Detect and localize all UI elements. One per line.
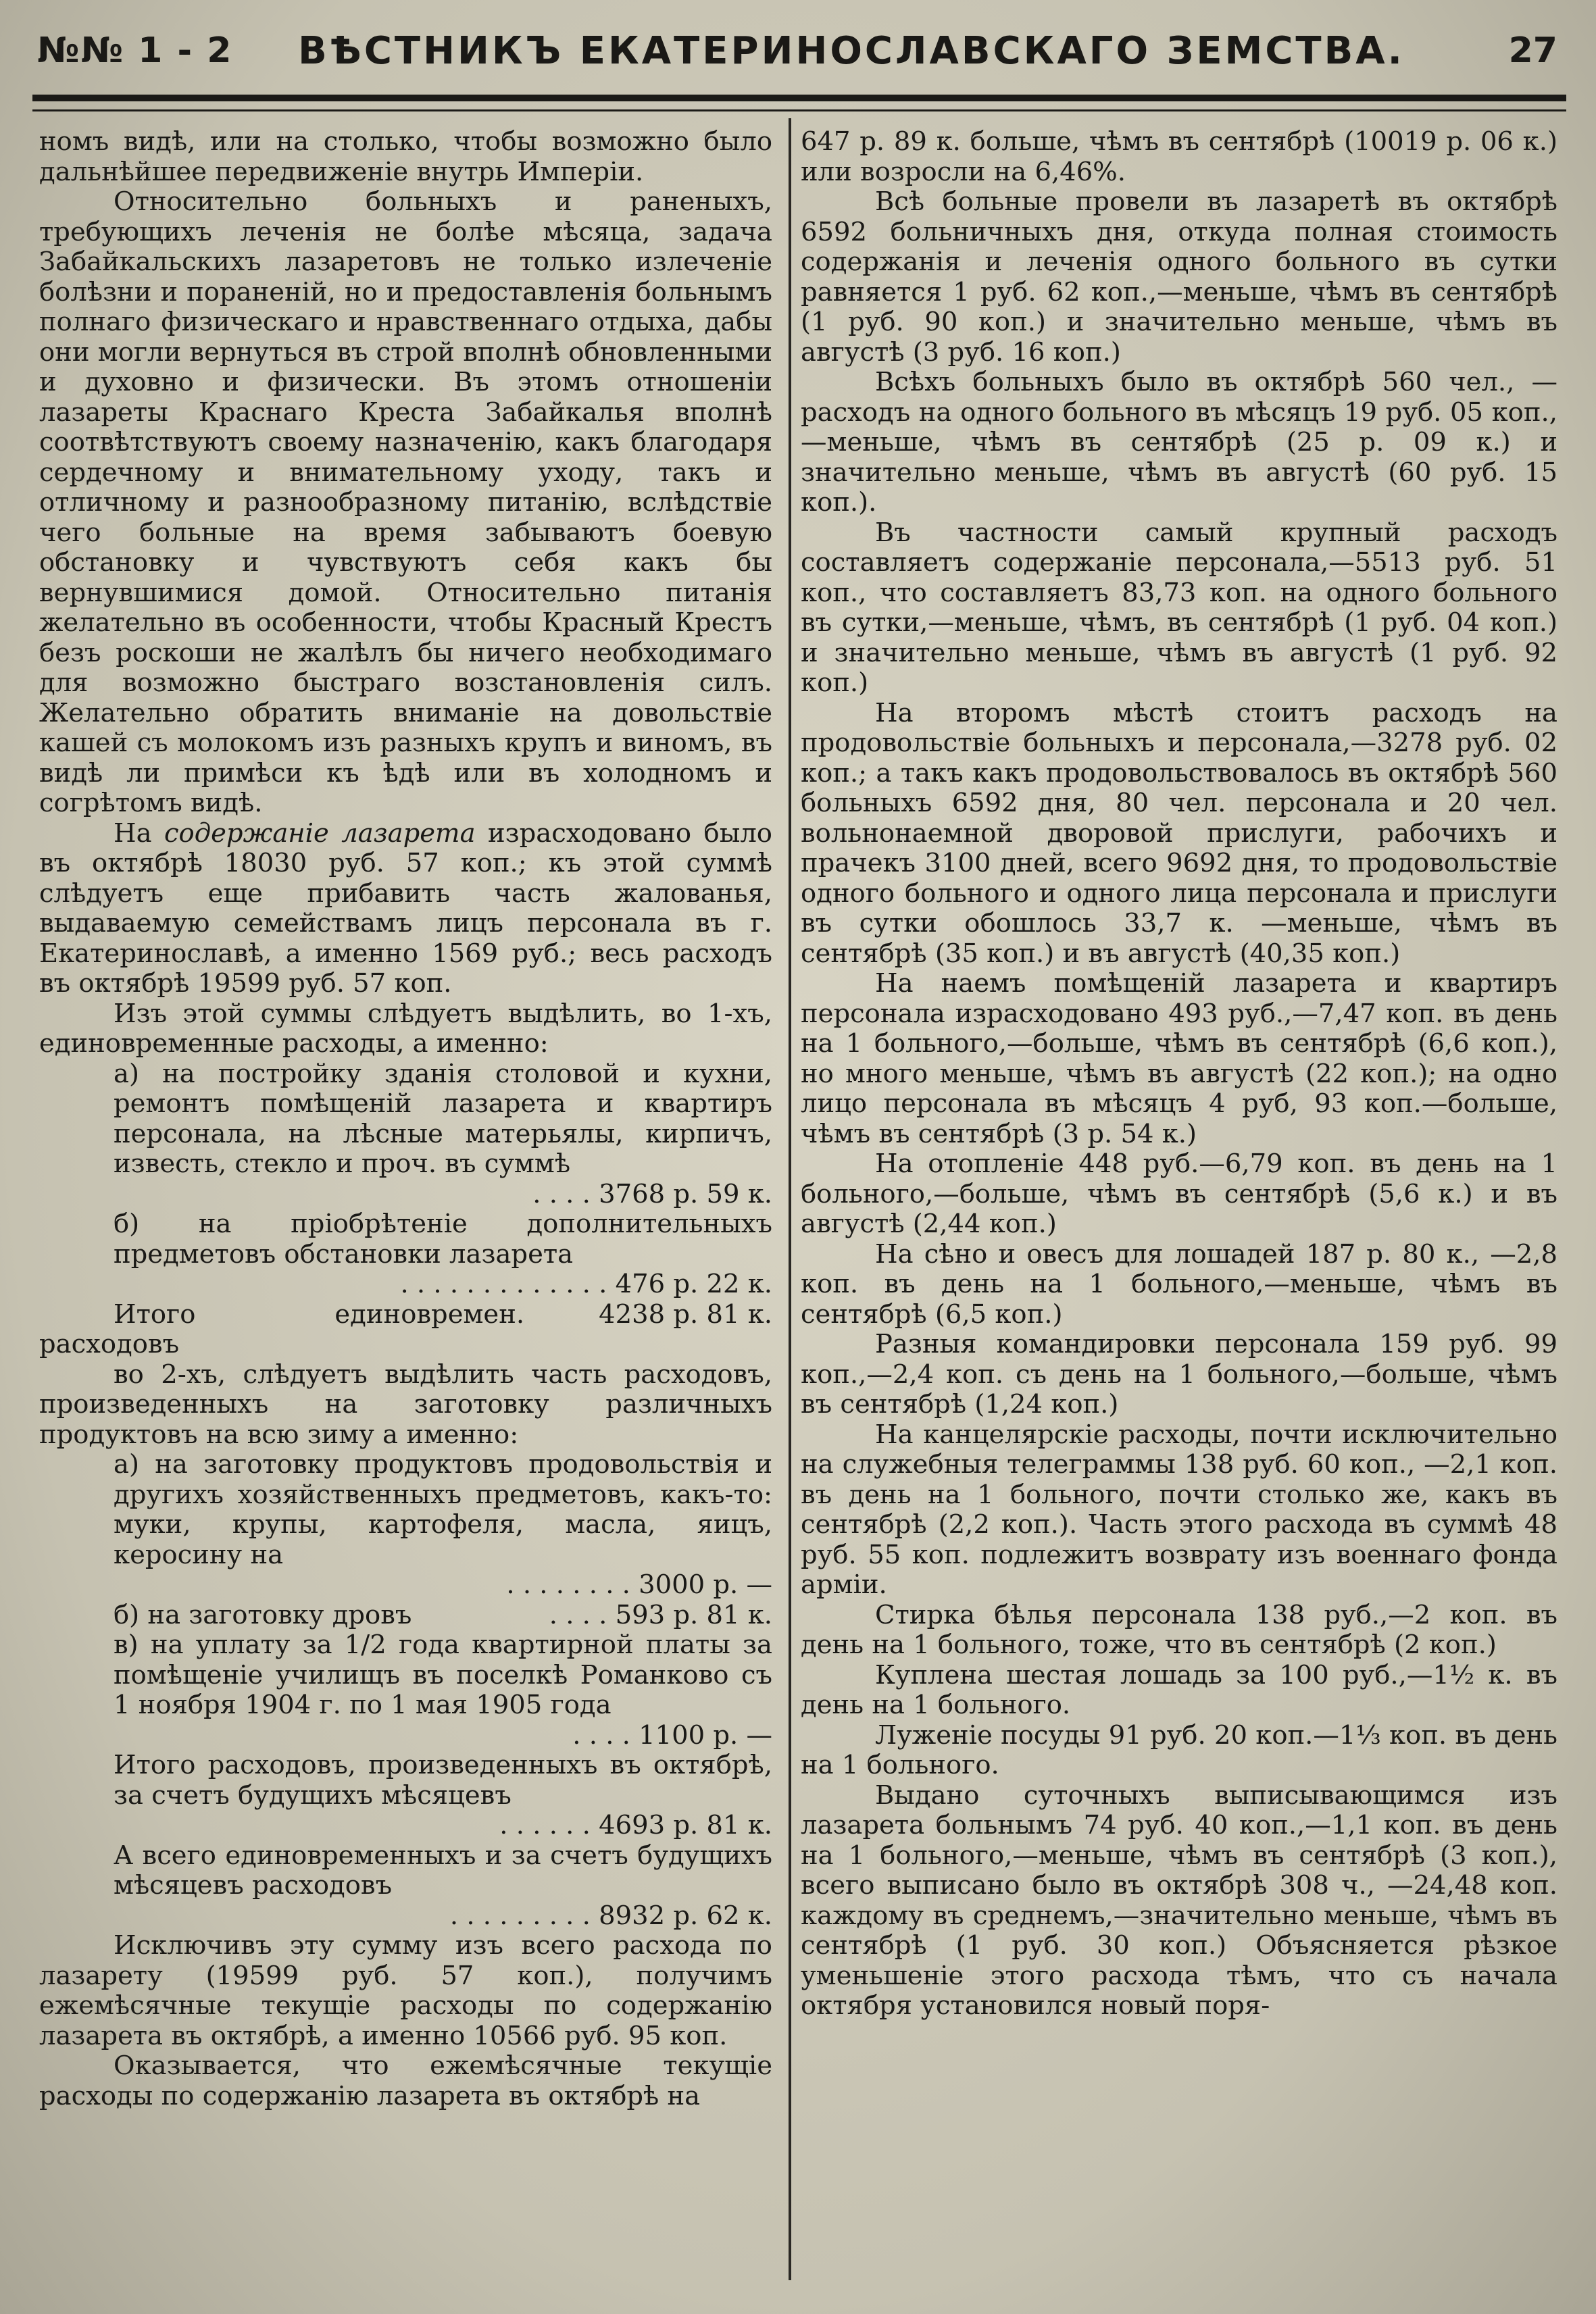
paragraph: Изъ этой суммы слѣдуетъ выдѣлить, во 1-хъ, единовременные расходы, а именно:: [39, 998, 772, 1059]
journal-title: ВѢСТНИКЪ ЕКАТЕРИНОСЛАВСКАГО ЗЕМСТВА.: [298, 28, 1405, 73]
expense-amount: . . . . 1100 р. —: [572, 1719, 772, 1751]
total-amount: . . . . . . . . . 8932 р. 62 к.: [449, 1900, 772, 1931]
expense-amount: . . . . . . . . . . . . . 476 р. 22 к.: [400, 1269, 772, 1299]
expense-item: [39, 1630, 772, 1751]
expense-text: а) на постройку зданія столовой и кухни, ремонтъ помѣщеній лазарета и квартиръ персонала, на лѣсные матерьялы, кирпичъ, известь, стекло и проч. въ суммѣ: [114, 1058, 772, 1179]
expense-text: в) на уплату за 1/2 года квартирной платы за помѣщеніе училищъ въ поселкѣ Романково съ 1 ноября 1904 г. по 1 мая 1905 года: [114, 1630, 772, 1720]
paragraph: Стирка бѣлья персонала 138 руб.,—2 коп. въ день на 1 больного, тоже, что въ сентябрѣ (2 коп.): [801, 1599, 1557, 1660]
paragraph: Оказывается, что ежемѣсячные текущіе расходы по содержанію лазарета въ октябрѣ на: [39, 2051, 772, 2111]
paragraph: Куплена шестая лошадь за 100 руб.,—1½ к. въ день на 1 больного.: [801, 1659, 1557, 1720]
total-amount: . . . . . . 4693 р. 81 к.: [499, 1810, 772, 1840]
expense-amount: . . . . . . . . 3000 р. —: [506, 1569, 772, 1600]
header-rule-thick: [32, 95, 1566, 101]
paragraph: во 2-хъ, слѣдуетъ выдѣлить часть расходовъ, произведенныхъ на заготовку различныхъ продуктовъ на всю зиму а именно:: [39, 1359, 772, 1450]
paragraph: На сѣно и овесъ для лошадей 187 р. 80 к., —2,8 коп. въ день на 1 больного,—меньше, чѣмъ въ сентябрѣ (6,5 коп.): [801, 1238, 1557, 1330]
expense-text: б) на пріобрѣтеніе дополнительныхъ предметовъ обстановки лазарета: [114, 1209, 772, 1269]
expense-total: [39, 1751, 772, 1841]
paragraph: номъ видѣ, или на столько, чтобы возможно было дальнѣйшее передвиженіе внутрь Имперіи.: [39, 126, 772, 187]
page-number: 27: [1508, 30, 1557, 71]
expense-item: [39, 1450, 772, 1601]
header-rule-thin: [32, 109, 1566, 111]
paragraph: Выдано суточныхъ выписывающимся изъ лазарета больнымъ 74 руб. 40 коп.,—1,1 коп. въ день на 1 больного,—меньше, чѣмъ въ сентябрѣ (3 коп.), всего выписано было въ октябрѣ 308 ч., —24,48 коп. каждому въ среднемъ,—значительно меньше, чѣмъ въ сентябрѣ (1 руб. 30 коп.) Объясняется рѣзкое уменьшеніе этого расхода тѣмъ, что съ начала октября установился новый поря-: [801, 1780, 1557, 2021]
total-label: А всего единовременныхъ и за счетъ будущихъ мѣсяцевъ расходовъ: [114, 1840, 772, 1901]
paragraph: На наемъ помѣщеній лазарета и квартиръ персонала израсходовано 493 руб.,—7,47 коп. въ день на 1 больного,—больше, чѣмъ въ сентябрѣ (6,6 коп.), но много меньше, чѣмъ въ августѣ (22 коп.); на одно лицо персонала въ мѣсяцъ 4 руб, 93 коп.—больше, чѣмъ въ сентябрѣ (3 р. 54 к.): [801, 968, 1557, 1149]
paragraph: На второмъ мѣстѣ стоитъ расходъ на продовольствіе больныхъ и персонала,—3278 руб. 02 коп.; а такъ какъ продовольствовалось въ октябрѣ 560 больныхъ 6592 дня, 80 чел. персонала и 20 чел. вольнонаемной дворовой прислуги, рабочихъ и прачекъ 3100 дней, всего 9692 дня, то продовольствіе одного больного и одного лица персонала и прислуги въ сутки обошлось 33,7 к. —меньше, чѣмъ въ сентябрѣ (35 коп.) и въ августѣ (40,35 коп.): [801, 697, 1557, 969]
paragraph: Въ частности самый крупный расходъ составляетъ содержаніе персонала,—5513 руб. 51 коп., что составляетъ 83,73 коп. на одного больного въ сутки,—меньше, чѣмъ, въ сентябрѣ (1 руб. 04 коп.) и значительно меньше, чѣмъ въ августѣ (1 руб. 92 коп.): [801, 517, 1557, 698]
paragraph: 647 р. 89 к. больше, чѣмъ въ сентябрѣ (10019 р. 06 к.) или возросли на 6,46%.: [801, 126, 1557, 187]
expense-amount: . . . . 3768 р. 59 к.: [532, 1178, 772, 1209]
expense-total: [39, 1841, 772, 1932]
expense-text: а) на заготовку продуктовъ продовольствія и другихъ хозяйственныхъ предметовъ, какъ-то: муки, крупы, картофеля, масла, яицъ, керосину на: [114, 1449, 772, 1570]
right-column: [801, 127, 1557, 2021]
total-label: Итого расходовъ, произведенныхъ въ октябрѣ, за счетъ будущихъ мѣсяцевъ: [114, 1750, 772, 1811]
paragraph: Разныя командировки персонала 159 руб. 99 коп.,—2,4 коп. съ день на 1 больного,—больше, чѣмъ въ сентябрѣ (1,24 коп.): [801, 1329, 1557, 1419]
total-label: Итого единовремен. расходовъ: [39, 1299, 525, 1359]
paragraph: На отопленіе 448 руб.—6,79 коп. въ день на 1 больного,—больше, чѣмъ въ сентябрѣ (5,6 к.) и въ августѣ (2,44 коп.): [801, 1149, 1557, 1239]
paragraph: Всѣ больные провели въ лазаретѣ въ октябрѣ 6592 больничныхъ дня, откуда полная стоимость содержанія и леченія одного больного въ сутки равняется 1 руб. 62 коп.,—меньше, чѣмъ въ сентябрѣ (1 руб. 90 коп.) и значительно меньше, чѣмъ въ августѣ (3 руб. 16 коп.): [801, 186, 1557, 368]
paragraph: На канцелярскіе расходы, почти исключительно на служебныя телеграммы 138 руб. 60 коп., —2,1 коп. въ день на 1 больного, почти столько же, какъ въ сентябрѣ (2,2 коп.). Часть этого расхода въ суммѣ 48 руб. 55 коп. подлежитъ возврату изъ военнаго фонда арміи.: [801, 1419, 1557, 1600]
expense-amount: . . . . 593 р. 81 к.: [549, 1599, 772, 1630]
expense-item: [39, 1059, 772, 1210]
paragraph: Луженіе посуды 91 руб. 20 коп.—1⅓ коп. въ день на 1 больного.: [801, 1719, 1557, 1780]
expense-item: [39, 1601, 772, 1631]
total-amount: 4238 р. 81 к.: [599, 1299, 772, 1330]
expense-text: б) на заготовку дровъ: [114, 1599, 412, 1630]
page-header: [37, 20, 1557, 81]
issue-number: №№ 1 - 2: [37, 30, 233, 71]
paragraph: Исключивъ эту сумму изъ всего расхода по лазарету (19599 руб. 57 коп.), получимъ ежемѣсячные текущіе расходы по содержанію лазарета въ октябрѣ, а именно 10566 руб. 95 коп.: [39, 1930, 772, 2051]
expense-total: [39, 1300, 772, 1360]
paragraph-text: На: [114, 818, 152, 849]
expense-item: [39, 1209, 772, 1300]
paragraph: Всѣхъ больныхъ было въ октябрѣ 560 чел., —расходъ на одного больного въ мѣсяцъ 19 руб. 05 коп.,—меньше, чѣмъ въ сентябрѣ (25 р. 09 к.) и значительно меньше, чѣмъ въ августѣ (60 руб. 15 коп.).: [801, 367, 1557, 518]
italic-term: содержаніе лазарета: [164, 818, 476, 849]
left-column: [39, 127, 772, 2111]
paragraph-maintenance: [39, 819, 772, 999]
column-divider: [789, 118, 791, 2280]
paragraph: Относительно больныхъ и раненыхъ, требующихъ леченія не болѣе мѣсяца, задача Забайкальскихъ лазаретовъ не только излеченіе болѣзни и пораненій, но и предоставленія больнымъ полнаго физическаго и нравственнаго отдыха, дабы они могли вернуться въ строй вполнѣ обновленными и духовно и физически. Въ этомъ отношеніи лазареты Краснаго Креста Забайкалья вполнѣ соотвѣтствуютъ своему назначенію, какъ благодаря сердечному и внимательному уходу, такъ и отличному и разнообразному питанію, вслѣдствіе чего больные на время забываютъ боевую обстановку и чувствуютъ себя какъ бы вернувшимися домой. Относительно питанія желательно въ особенности, чтобы Красный Крестъ безъ роскоши не жалѣлъ бы ничего необходимаго для возможно быстраго возстановленія силъ. Желательно обратить вниманіе на довольствіе кашей съ молокомъ изъ разныхъ крупъ и виномъ, въ видѣ ли примѣси къ ѣдѣ или въ холодномъ и согрѣтомъ видѣ.: [39, 186, 772, 818]
paragraph-text: израсходовано было въ октябрѣ 18030 руб. 57 коп.; къ этой суммѣ слѣдуетъ еще прибавить часть жалованья, выдаваемую семействамъ лицъ персонала въ г. Екатеринославѣ, а именно 1569 руб.; весь расходъ въ октябрѣ 19599 руб. 57 коп.: [39, 818, 772, 999]
